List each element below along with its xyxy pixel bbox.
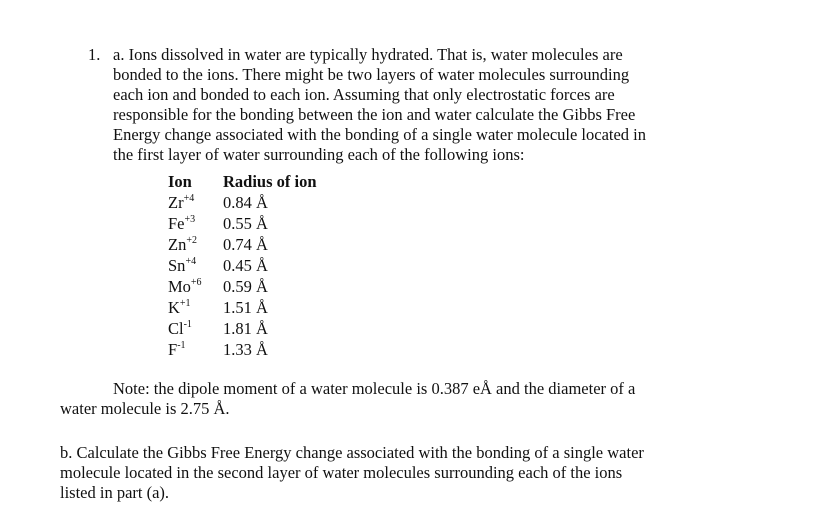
header-radius: Radius of ion — [223, 172, 317, 191]
part-a-line: responsible for the bonding between the ion and water calculate the Gibbs Free — [113, 105, 636, 124]
table-row — [168, 318, 317, 339]
ion-cell — [168, 276, 223, 297]
part-a-line: the first layer of water surrounding each of the following ions: — [113, 145, 525, 164]
table-row — [168, 234, 317, 255]
ion-charge: +4 — [183, 193, 195, 204]
table-row — [168, 297, 317, 318]
part-a-line: Energy change associated with the bonding of a single water molecule located in — [113, 125, 647, 144]
part-b-line: molecule located in the second layer of water molecules surrounding each of the ions — [60, 463, 623, 482]
ion-symbol: Sn — [168, 256, 186, 275]
table-header — [168, 171, 317, 192]
ion-symbol: Zn — [168, 235, 187, 254]
ion-cell — [168, 192, 223, 213]
table-row — [168, 255, 317, 276]
ion-charge: +6 — [190, 277, 202, 288]
ion-symbol: Cl — [168, 319, 184, 338]
table-row — [168, 192, 317, 213]
ion-symbol: Zr — [168, 193, 184, 212]
ion-symbol: Mo — [168, 277, 191, 296]
ion-charge: +3 — [184, 214, 196, 225]
part-b-line: listed in part (a). — [60, 483, 170, 502]
ion-symbol: K — [168, 298, 180, 317]
ion-symbol: Fe — [168, 214, 185, 233]
ion-radius-table — [168, 171, 317, 360]
ion-charge: -1 — [177, 340, 186, 351]
part-a-line: bonded to the ions. There might be two layers of water molecules surrounding — [113, 65, 630, 84]
ion-charge: +2 — [186, 235, 197, 246]
radius-cell: 1.33 Å — [223, 340, 268, 359]
ion-cell — [168, 318, 223, 339]
radius-cell: 0.45 Å — [223, 256, 268, 275]
ion-charge: +4 — [185, 256, 197, 267]
table-row — [168, 339, 317, 360]
ion-cell — [168, 234, 223, 255]
header-ion: Ion — [168, 172, 192, 191]
ion-charge: +1 — [179, 298, 191, 309]
ion-cell — [168, 213, 223, 234]
ion-cell — [168, 339, 223, 360]
note-line: water molecule is 2.75 Å. — [60, 399, 230, 418]
radius-cell: 0.55 Å — [223, 214, 268, 233]
radius-cell: 0.84 Å — [223, 193, 268, 212]
ion-cell — [168, 297, 223, 318]
ion-cell — [168, 255, 223, 276]
ion-charge: -1 — [183, 319, 192, 330]
part-a-line: each ion and bonded to each ion. Assuming that only electrostatic forces are — [113, 85, 615, 104]
note-line: Note: the dipole moment of a water molecule is 0.387 eÅ and the diameter of a — [113, 379, 636, 398]
part-b-text — [60, 443, 644, 503]
radius-cell: 1.81 Å — [223, 319, 268, 338]
part-b-line: b. Calculate the Gibbs Free Energy change associated with the bonding of a single water — [60, 443, 644, 462]
part-a-text — [113, 45, 646, 165]
radius-cell: 0.59 Å — [223, 277, 268, 296]
radius-cell: 1.51 Å — [223, 298, 268, 317]
radius-cell: 0.74 Å — [223, 235, 268, 254]
question-number: 1. — [88, 45, 101, 64]
table-row — [168, 213, 317, 234]
table-row — [168, 276, 317, 297]
part-a-line: a. Ions dissolved in water are typically hydrated. That is, water molecules are — [113, 45, 623, 64]
ion-symbol: F — [168, 340, 178, 359]
